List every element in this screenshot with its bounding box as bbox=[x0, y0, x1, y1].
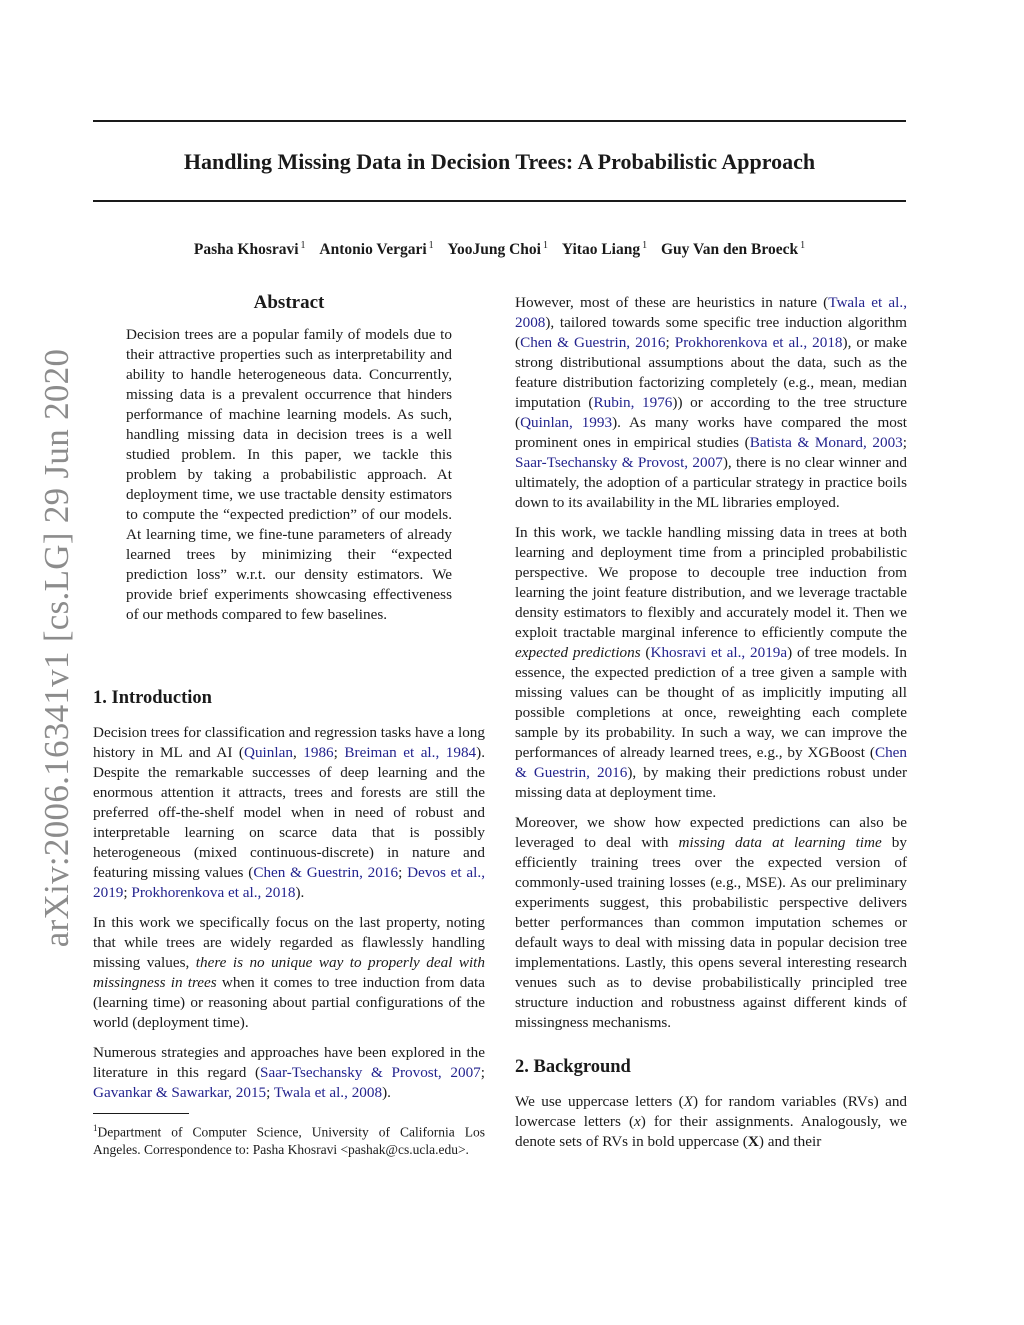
footnote-rule bbox=[93, 1113, 189, 1114]
citation-link[interactable]: Batista & Monard, 2003 bbox=[749, 434, 903, 451]
citation-link[interactable]: Prokhorenkova et al., 2018 bbox=[131, 884, 296, 901]
citation-link[interactable]: Twala et al., 2008 bbox=[273, 1084, 383, 1101]
author: Pasha Khosravi $^1$ bbox=[193, 240, 306, 258]
intro-paragraph-2: In this work we specifically focus on the last property, noting that while trees are widely regarded as flawlessly handling missing values, there is no unique way to properly deal with missingness in trees when it comes to tree induction from data (learning time) or reasoning about partial configurations of the world (deployment time). bbox=[93, 914, 486, 1031]
citation-link[interactable]: Gavankar & Sawarkar, 2015 bbox=[93, 1084, 267, 1101]
citation-link[interactable]: Saar-Tsechansky & Provost, 2007 bbox=[260, 1064, 481, 1081]
math-symbol: x bbox=[634, 1113, 641, 1130]
citation-link[interactable]: Chen & Guestrin, 2016 bbox=[515, 744, 907, 781]
citation-link[interactable]: Breiman et al., 1984 bbox=[344, 744, 477, 761]
citation-link[interactable]: Rubin, 1976 bbox=[593, 394, 673, 411]
citation-link[interactable]: Quinlan, 1993 bbox=[520, 414, 613, 431]
author: YooJung Choi $^1$ bbox=[447, 240, 548, 258]
section-heading-introduction: 1. Introduction bbox=[93, 688, 212, 708]
citation-link[interactable]: Khosravi et al., 2019a bbox=[650, 644, 788, 661]
intro-paragraph-3: Numerous strategies and approaches have been explored in the literature in this regard (Saar-Tsechansky & Provost, 2007; Gavankar & Sawarkar, 2015; Twala et al., 2008). bbox=[93, 1044, 485, 1101]
right-paragraph-2: In this work, we tackle handling missing data in trees at both learning and deployment time from a principled probabilistic perspective. We propose to decouple tree induction from learning the joint feature distribution, and we leverage tractable density estimators to flexibly and accurately model it. Then we exploit tractable marginal inference to efficiently compute the expected predictions (Khosravi et al., 2019a) of tree models. In essence, the expected prediction of a tree given a sample with missing values can be thought of as implicitly imputing all possible completions at once, reweighting each complete sample by its probability. In such a way, we can improve the performances of already learned trees, e.g., by XGBoost (Chen & Guestrin, 2016), by making their predictions robust under missing data at deployment time. bbox=[515, 524, 907, 801]
citation-link[interactable]: Quinlan bbox=[244, 744, 293, 761]
abstract-body: Decision trees are a popular family of models due to their attractive properties such as interpretability and ability to handle heterogeneous data. Concurrently, missing data is a prevalent occurrence that hinders performance of machine learning models. As such, handling missing data in decision trees is a well studied problem. In this paper, we tackle this problem by taking a probabilistic approach. At deployment time, we use tractable density estimators to compute the “expected prediction” of our models. At learning time, we fine-tune parameters of already learned trees by minimizing their “expected prediction loss” w.r.t. our density estimators. We provide brief experiments showcasing effectiveness of our methods compared to few baselines. bbox=[126, 326, 452, 623]
right-column bbox=[515, 293, 907, 1162]
author: Yitao Liang $^1$ bbox=[561, 240, 648, 258]
author: Guy Van den Broeck $^1$ bbox=[660, 240, 806, 258]
title-bottom-rule bbox=[93, 200, 906, 202]
top-rule bbox=[93, 120, 906, 122]
citation-link[interactable]: Twala et al., 2008 bbox=[515, 294, 907, 331]
abstract-heading: Abstract bbox=[253, 292, 325, 313]
citation-link[interactable]: Saar-Tsechansky & Provost, 2007 bbox=[515, 454, 723, 471]
citation-link[interactable]: 1986 bbox=[303, 744, 334, 761]
math-symbol: X bbox=[683, 1093, 694, 1110]
citation-link[interactable]: Chen & Guestrin, 2016 bbox=[520, 334, 666, 351]
right-paragraph-1: However, most of these are heuristics in nature (Twala et al., 2008), tailored towards some specific tree induction algorithm (Chen & Guestrin, 2016; Prokhorenkova et al., 2018), or make strong distributional assumptions about the data, such as the feature distribution factorizing completely (e.g., mean, median imputation (Rubin, 1976)) or according to the tree structure (Quinlan, 1993). As many works have compared the most prominent ones in empirical studies (Batista & Monard, 2003; Saar-Tsechansky & Provost, 2007), there is no clear winner and ultimately, the adoption of a particular strategy in practice boils down to its availability in the ML libraries employed. bbox=[515, 294, 908, 511]
intro-paragraph-1: Decision trees for classification and regression tasks have a long history in ML and AI (Quinlan, 1986; Breiman et al., 1984). Despite the remarkable successes of deep learning and the enormous attention it attracts, trees and forests are still the preferred off-the-shelf model when in need of robust and interpretable learning on scarce data that is possibly heterogeneous (mixed continuous-discrete) in nature and featuring missing values (Chen & Guestrin, 2016; Devos et al., 2019; Prokhorenkova et al., 2018). bbox=[93, 724, 485, 901]
paper-title: Handling Missing Data in Decision Trees: A Probabilistic Approach bbox=[183, 149, 816, 174]
author: Antonio Vergari $^1$ bbox=[319, 240, 434, 258]
citation-link[interactable]: Chen & Guestrin, 2016 bbox=[253, 864, 399, 881]
author-list bbox=[93, 236, 906, 260]
left-column bbox=[93, 686, 485, 1158]
background-paragraph: We use uppercase letters (X) for random variables (RVs) and lowercase letters (x) for their assignments. Analogously, we denote sets of RVs in bold uppercase (X) and their bbox=[515, 1093, 908, 1150]
citation-link[interactable]: Prokhorenkova et al., 2018 bbox=[674, 334, 843, 351]
citation-link[interactable]: Devos et al., 2019 bbox=[93, 864, 485, 901]
math-symbol: X bbox=[747, 1133, 759, 1150]
section-heading-background: 2. Background bbox=[515, 1057, 631, 1077]
footnote: $^1$Department of Computer Science, University of California Los Angeles. Correspondence to: Pasha Khosravi <pashak@cs.ucla.edu>. bbox=[93, 1123, 485, 1157]
right-paragraph-3: Moreover, we show how expected predictions can also be leveraged to deal with missing data at learning time by efficiently training trees over the expected version of commonly-used training losses (e.g., MSE). As our preliminary experiments suggest, this probabilistic perspective delivers better performances than common imputation schemes or default ways to deal with missing data in popular decision tree implementations. Lastly, this opens several interesting research venues such as to devise probabilistically principled tree structure induction and robustness against different kinds of missingness mechanisms. bbox=[515, 814, 907, 1031]
arxiv-identifier-stamp: arXiv:2006.16341v1 [cs.LG] 29 Jun 2020 bbox=[37, 348, 76, 948]
